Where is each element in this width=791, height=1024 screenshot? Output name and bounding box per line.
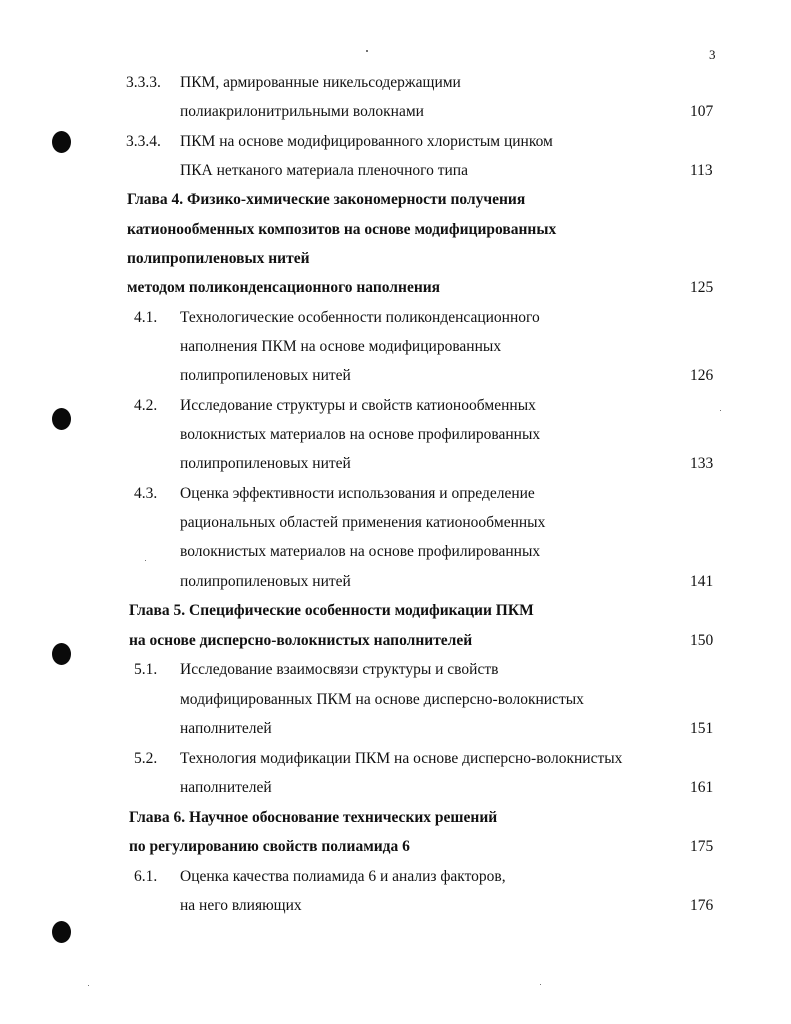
entry-number: 3.3.3.: [126, 74, 161, 91]
chapter-title-line: Глава 6. Научное обоснование технических решений: [129, 809, 498, 826]
punch-hole-1: [52, 131, 71, 153]
entry-number: 4.1.: [134, 309, 158, 326]
entry-title-line: наполнения ПКМ на основе модифицированных: [180, 338, 502, 355]
chapter-title-line: Глава 5. Специфические особенности модификации ПКМ: [129, 602, 534, 619]
entry-number: 4.3.: [134, 485, 158, 502]
chapter-title-line: на основе дисперсно-волокнистых наполнителей: [129, 632, 473, 649]
entry-title-line: Исследование взаимосвязи структуры и свойств: [180, 661, 499, 678]
entry-title-line: волокнистых материалов на основе профилированных: [180, 426, 541, 443]
entry-title-line: Исследование структуры и свойств катионообменных: [180, 397, 536, 414]
punch-hole-4: [52, 921, 71, 943]
entry-title-line: на него влияющих: [180, 897, 302, 914]
entry-title-line: ПКМ, армированные никельсодержащими: [180, 74, 461, 91]
entry-number: 3.3.4.: [126, 133, 161, 150]
chapter-title-line: полипропиленовых нитей: [127, 250, 310, 267]
entry-title-line: Технологические особенности поликонденсационного: [180, 309, 540, 326]
page-number: 3: [709, 47, 716, 62]
entry-page: 125: [690, 279, 714, 296]
entry-title-line: ПКМ на основе модифицированного хлористым цинком: [180, 133, 553, 150]
entry-title-line: Оценка эффективности использования и определение: [180, 485, 535, 502]
entry-title-line: полипропиленовых нитей: [180, 573, 351, 590]
entry-title-line: модифицированных ПКМ на основе дисперсно-волокнистых: [180, 691, 584, 708]
entry-page: 133: [690, 455, 714, 472]
entry-title-line: полипропиленовых нитей: [180, 455, 351, 472]
entry-title-line: ПКА нетканого материала пленочного типа: [180, 162, 468, 179]
entry-number: 6.1.: [134, 868, 158, 885]
entry-number: 4.2.: [134, 397, 158, 414]
entry-title-line: Оценка качества полиамида 6 и анализ факторов,: [180, 868, 506, 885]
chapter-title-line: катионообменных композитов на основе модифицированных: [127, 221, 557, 238]
chapter-title-line: Глава 4. Физико-химические закономерности получения: [127, 191, 526, 208]
scan-speck: [88, 985, 89, 986]
scan-speck: [366, 50, 368, 52]
chapter-title-line: по регулированию свойств полиамида 6: [129, 838, 410, 855]
entry-page: 161: [690, 779, 714, 796]
entry-page: 141: [690, 573, 714, 590]
entry-page: 176: [690, 897, 714, 914]
punch-hole-2: [52, 408, 71, 430]
scan-speck: [540, 984, 541, 985]
punch-hole-3: [52, 643, 71, 665]
chapter-title-line: методом поликонденсационного наполнения: [127, 279, 441, 296]
entry-title-line: волокнистых материалов на основе профилированных: [180, 543, 541, 560]
entry-title-line: полипропиленовых нитей: [180, 367, 351, 384]
scan-speck: [720, 410, 721, 411]
entry-title-line: наполнителей: [180, 779, 272, 796]
entry-page: 175: [690, 838, 714, 855]
entry-title-line: Технология модификации ПКМ на основе дисперсно-волокнистых: [180, 750, 623, 767]
entry-page: 113: [690, 162, 713, 179]
entry-number: 5.1.: [134, 661, 158, 678]
entry-title-line: рациональных областей применения катионообменных: [180, 514, 546, 531]
entry-title-line: наполнителей: [180, 720, 272, 737]
entry-number: 5.2.: [134, 750, 158, 767]
entry-page: 126: [690, 367, 714, 384]
entry-page: 107: [690, 103, 714, 120]
entry-title-line: полиакрилонитрильными волокнами: [180, 103, 424, 120]
entry-page: 150: [690, 632, 714, 649]
scan-speck: [145, 560, 146, 561]
entry-page: 151: [690, 720, 714, 737]
